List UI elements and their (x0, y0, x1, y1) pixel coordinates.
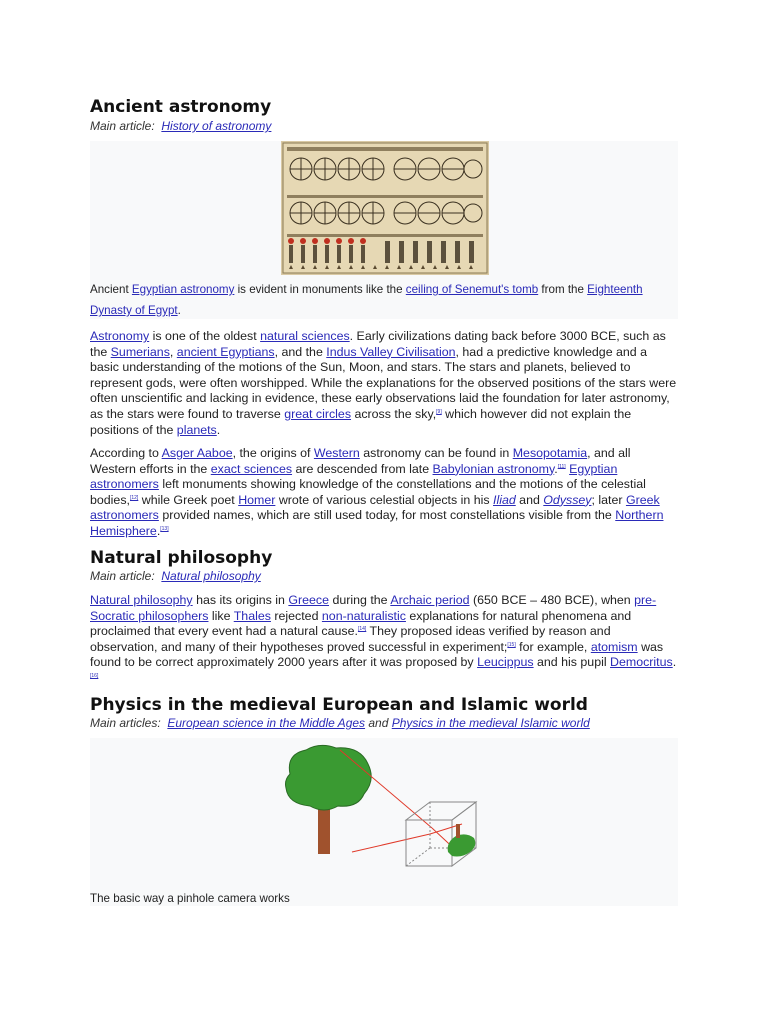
link-asger-aaboe[interactable]: Asger Aaboe (161, 446, 233, 460)
link-planets[interactable]: planets (176, 422, 217, 437)
link-pre-socratic-philosophers[interactable]: pre-Socratic philosophers (90, 593, 657, 623)
link-egyptian-astronomy[interactable]: Egyptian astronomy (131, 283, 235, 296)
hatnote-label: Main article: (90, 119, 155, 133)
link-astronomy[interactable]: Astronomy (90, 329, 150, 343)
link-western[interactable]: Western (313, 446, 360, 460)
hatnote-label: Main article: (90, 569, 155, 583)
link-sumerians[interactable]: Sumerians (110, 344, 170, 359)
link-archaic-period[interactable]: Archaic period (390, 593, 470, 607)
citation-15[interactable]: [15] (507, 641, 516, 648)
pinhole-camera-image[interactable] (280, 744, 490, 868)
figure-pinhole-camera (90, 738, 678, 906)
link-northern-hemisphere[interactable]: Northern Hemisphere (90, 508, 664, 538)
citation-16[interactable]: [16] (90, 672, 99, 679)
citation-13[interactable]: [13] (160, 525, 169, 532)
caption-pinhole-camera: The basic way a pinhole camera works (90, 892, 290, 905)
link-ceiling-of-senemuts-tomb[interactable]: ceiling of Senemut's tomb (405, 283, 539, 296)
link-indus-valley-civilisation[interactable]: Indus Valley Civilisation (326, 344, 456, 359)
link-greece[interactable]: Greece (288, 593, 330, 607)
link-babylonian-astronomy[interactable]: Babylonian astronomy (432, 461, 555, 476)
link-mesopotamia[interactable]: Mesopotamia (512, 446, 588, 460)
link-natural-sciences[interactable]: natural sciences (260, 329, 350, 343)
heading-ancient-astronomy: Ancient astronomy (90, 97, 272, 117)
hatnote-natural-philosophy (90, 569, 261, 583)
senemut-tomb-ceiling-image[interactable] (281, 141, 489, 275)
hatnote-label: Main articles: (90, 716, 161, 730)
link-natural-philosophy[interactable]: Natural philosophy (90, 593, 193, 607)
link-thales[interactable]: Thales (233, 608, 271, 623)
citation-11[interactable]: [11] (557, 463, 566, 470)
link-exact-sciences[interactable]: exact sciences (210, 461, 293, 476)
paragraph-western-astronomy: According to Asger Aaboe, the origins of Western astronomy can be found in Mesopotamia, and all Western efforts in the exact sciences are descended from late Babylonian astronomy.[11] Egyptian astronomers left monuments showing knowledge of the constellations and the motions of the celestial bodies,[12] while Greek poet Homer wrote of various celestial objects in his Iliad and Odyssey; later Greek astronomers provided names, which are still used today, for most constellations visible from the Northern Hemisphere.[13] (90, 446, 664, 538)
link-history-of-astronomy[interactable]: History of astronomy (161, 119, 272, 133)
paragraph-natural-philosophy: Natural philosophy has its origins in Greece during the Archaic period (650 BCE – 480 BCE), when pre-Socratic philosophers like Thales rejected non-naturalistic explanations for natural phenomena and proclaimed that every event had a natural cause.[14] They proposed ideas verified by reason and observation, and many of their hypotheses proved successful in experiment;[15] for example, atomism was found to be correct approximately 2000 years after it was proposed by Leucippus and his pupil Democritus.[16] (90, 593, 677, 679)
link-great-circles[interactable]: great circles (284, 406, 352, 421)
camera-box (406, 802, 476, 866)
paragraph-astronomy: Astronomy is one of the oldest natural sciences. Early civilizations dating back before 3000 BCE, such as the Sumerians, ancient Egyptians, and the Indus Valley Civilisation, had a predictive knowledge and a basic understanding of the motions of the Sun, Moon, and stars. The stars and planets, believed to represent gods, were often worshipped. While the explanations for the observed positions of the stars were often unscientific and lacking in evidence, these early observations laid the foundation for later astronomy, as the stars were found to traverse great circles across the sky,[9] which however did not explain the positions of the planets. (90, 329, 677, 437)
hatnote-history-of-astronomy (90, 119, 271, 133)
link-greek-astronomers[interactable]: Greek astronomers (90, 492, 660, 523)
tree-canopy (286, 745, 372, 810)
link-main-natural-philosophy[interactable]: Natural philosophy (161, 569, 261, 583)
link-iliad[interactable]: Iliad (493, 492, 516, 507)
link-non-naturalistic[interactable]: non-naturalistic (321, 608, 406, 623)
link-egyptian-astronomers[interactable]: Egyptian astronomers (90, 461, 618, 492)
hatnote-medieval: Main articles: European science in the Middle Ages and Physics in the medieval Islamic world (90, 716, 590, 730)
figure-senemut-ceiling (90, 141, 678, 319)
citation-12[interactable]: [12] (129, 494, 139, 501)
citation-14[interactable]: [14] (357, 626, 367, 633)
heading-natural-philosophy: Natural philosophy (90, 548, 273, 568)
link-democritus[interactable]: Democritus (610, 655, 673, 670)
link-eighteenth-dynasty[interactable]: Eighteenth Dynasty of Egypt (90, 283, 643, 317)
link-odyssey[interactable]: Odyssey (543, 492, 592, 507)
link-physics-medieval-islamic-world[interactable]: Physics in the medieval Islamic world (391, 716, 590, 730)
link-leucippus[interactable]: Leucippus (477, 655, 534, 670)
citation-9[interactable]: [9] (436, 408, 442, 415)
caption-senemut: Ancient Egyptian astronomy is evident in monuments like the ceiling of Senemut's tomb from the Eighteenth Dynasty of Egypt. (90, 283, 643, 317)
link-ancient-egyptians[interactable]: ancient Egyptians (176, 344, 275, 359)
heading-medieval-physics: Physics in the medieval European and Islamic world (90, 695, 588, 715)
link-european-science-middle-ages[interactable]: European science in the Middle Ages (167, 716, 366, 730)
link-homer[interactable]: Homer (238, 492, 276, 507)
link-atomism[interactable]: atomism (590, 639, 638, 654)
